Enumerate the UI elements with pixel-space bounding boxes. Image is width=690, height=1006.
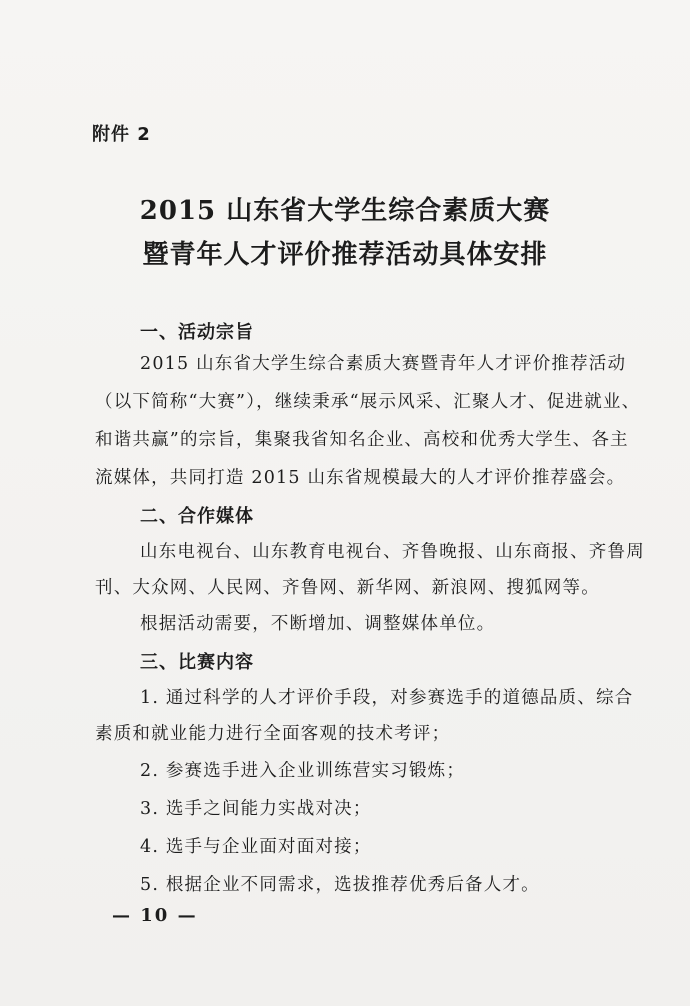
list-item-continuation: 素质和就业能力进行全面客观的技术考评； <box>95 724 451 744</box>
list-item: 5. 根据企业不同需求，选拔推荐优秀后备人才。 <box>140 875 540 895</box>
section-heading-content: 三、比赛内容 <box>140 652 254 673</box>
document-title-line-2: 暨青年人才评价推荐活动具体安排 <box>142 240 548 270</box>
paragraph-line: （以下简称“大赛”），继续秉承“展示风采、汇聚人才、促进就业、 <box>95 392 641 412</box>
list-item: 3. 选手之间能力实战对决； <box>140 799 372 819</box>
paragraph-line: 和谐共赢”的宗旨，集聚我省知名企业、高校和优秀大学生、各主 <box>95 430 629 450</box>
page-number: — 10 — <box>112 905 198 926</box>
attachment-label: 附件 2 <box>92 124 151 145</box>
section-heading-media: 二、合作媒体 <box>140 506 254 527</box>
paragraph-line: 2015 山东省大学生综合素质大赛暨青年人才评价推荐活动 <box>140 354 627 374</box>
list-item: 4. 选手与企业面对面对接； <box>140 837 372 857</box>
document-title-line-1: 2015 山东省大学生综合素质大赛 <box>139 196 551 226</box>
paragraph-line: 山东电视台、山东教育电视台、齐鲁晚报、山东商报、齐鲁周 <box>140 542 645 562</box>
paragraph-line: 刊、大众网、人民网、齐鲁网、新华网、新浪网、搜狐网等。 <box>95 578 600 598</box>
paragraph-line: 流媒体，共同打造 2015 山东省规模最大的人才评价推荐盛会。 <box>95 468 626 488</box>
list-item: 2. 参赛选手进入企业训练营实习锻炼； <box>140 761 466 781</box>
list-item: 1. 通过科学的人才评价手段，对参赛选手的道德品质、综合 <box>140 688 634 708</box>
section-heading-purpose: 一、活动宗旨 <box>140 322 254 343</box>
paragraph-line: 根据活动需要，不断增加、调整媒体单位。 <box>140 614 496 634</box>
